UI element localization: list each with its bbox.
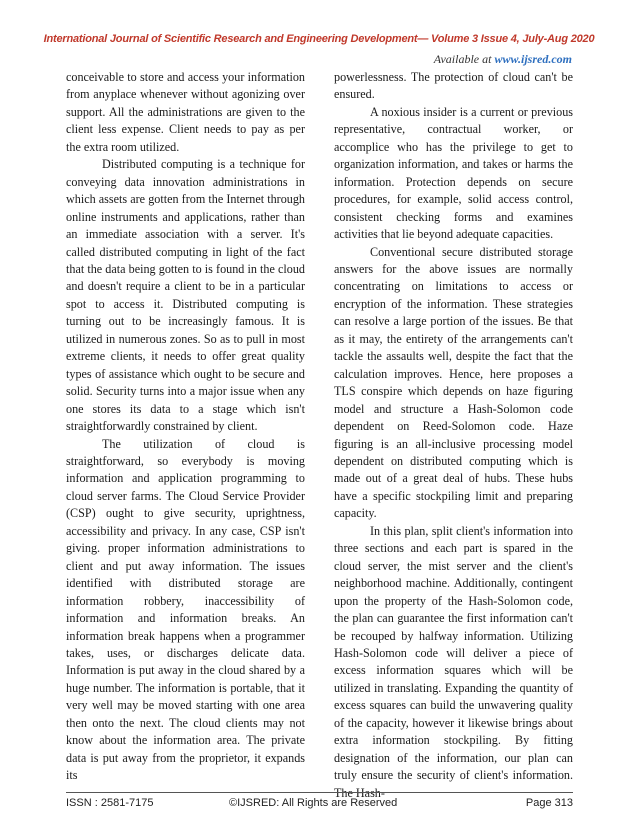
- footer-issn: ISSN : 2581-7175: [66, 797, 154, 809]
- footer-page-number: Page 313: [525, 797, 573, 809]
- availability-line: [434, 52, 572, 67]
- available-label: Available at: [433, 52, 492, 66]
- right-paragraph-1: powerlessness. The protection of cloud can't be ensured.: [334, 70, 573, 102]
- left-paragraph-3: The utilization of cloud is straightforward, so everybody is moving information and application programming to cloud server farms. The Cloud Service Provider (CSP) ought to give security, uprightness, accessibility and privacy. In any case, CSP isn't giving. proper information administrations to client and put away information. The issues identified with distributed storage are information robbery, inaccessibility of information and information breaks. An information break happens when a programmer takes, uses, or discharges delicate data. Information is put away in the cloud shared by a huge number. The information is portable, that it very well may be moved starting with one area then onto the next. The cloud clients may not know about the information area. The private data is put away from the proprietor, it expands its: [66, 436, 305, 783]
- journal-header: International Journal of Scientific Research and Engineering Development— Volume 3 Issue 4, July-Aug 2020: [43, 33, 595, 45]
- right-paragraph-2: A noxious insider is a current or previous representative, contractual worker, or accomplice who has the privilege to get to organization information, and takes or harms the information. Protection depends on secure procedures, for example, solid access control, consistent checking forms and examines activities that lie beyond adequate capacities.: [334, 104, 573, 242]
- left-column: [66, 69, 305, 785]
- right-paragraph-4: In this plan, split client's information into three sections and each part is spared in the cloud server, the mist server and the client's neighborhood machine. Additionally, contingent upon the property of the Hash-Solomon code, the plan can guarantee the first information can't be recouped by halfway information. Utilizing Hash-Solomon code will deliver a piece of excess information squares which will be utilized in translating. Expanding the quantity of excess squares can build the unwavering quality of the capacity, however it likewise brings about extra information stockpiling. By fitting designation of the information, our plan can truly ensure the security of client's information. The Hash-: [334, 523, 573, 800]
- left-paragraph-2: Distributed computing is a technique for conveying data innovation administrations in which assets are gotten from the Internet through online instruments and applications, rather than an immediate association with a server. It's called distributed computing in light of the fact that the data being gotten to is found in the cloud and doesn't require a client to be in a particular spot to access it. Distributed computing is turning out to be increasingly famous. It is utilized in numerous zones. So as to pull in most extreme clients, it needs to offer great quality types of assistance which ought to be secure and solid. Security turns into a major issue when any one stores its data to a stage which isn't straightforwardly constrained by client.: [66, 157, 305, 434]
- footer-rights: ©IJSRED: All Rights are Reserved: [229, 797, 398, 809]
- right-column: [334, 69, 573, 802]
- journal-url-link[interactable]: www.ijsred.com: [494, 52, 572, 66]
- footer-divider: [66, 792, 573, 793]
- right-paragraph-3: Conventional secure distributed storage answers for the above issues are normally concentrating on limitations to access or encryption of the information. These strategies can resolve a large portion of the issues. Be that as it may, the entirety of the arrangements can't tackle the assaults well, despite the fact that the calculation improves. Hence, here proposes a TLS conspire which depends on haze figuring model and structure a Hash-Solomon code dependent on Reed-Solomon code. Haze figuring is an all-inclusive processing model dependent on distributed computing which is made out of a great deal of hubs. These hubs have a specific stockpiling limit and preparing capacity.: [334, 244, 573, 521]
- left-paragraph-1: conceivable to store and access your information from anyplace whenever without agonizing over support. All the administrations are given to the client less expense. Client needs to pay as per the extra room utilized.: [66, 70, 305, 154]
